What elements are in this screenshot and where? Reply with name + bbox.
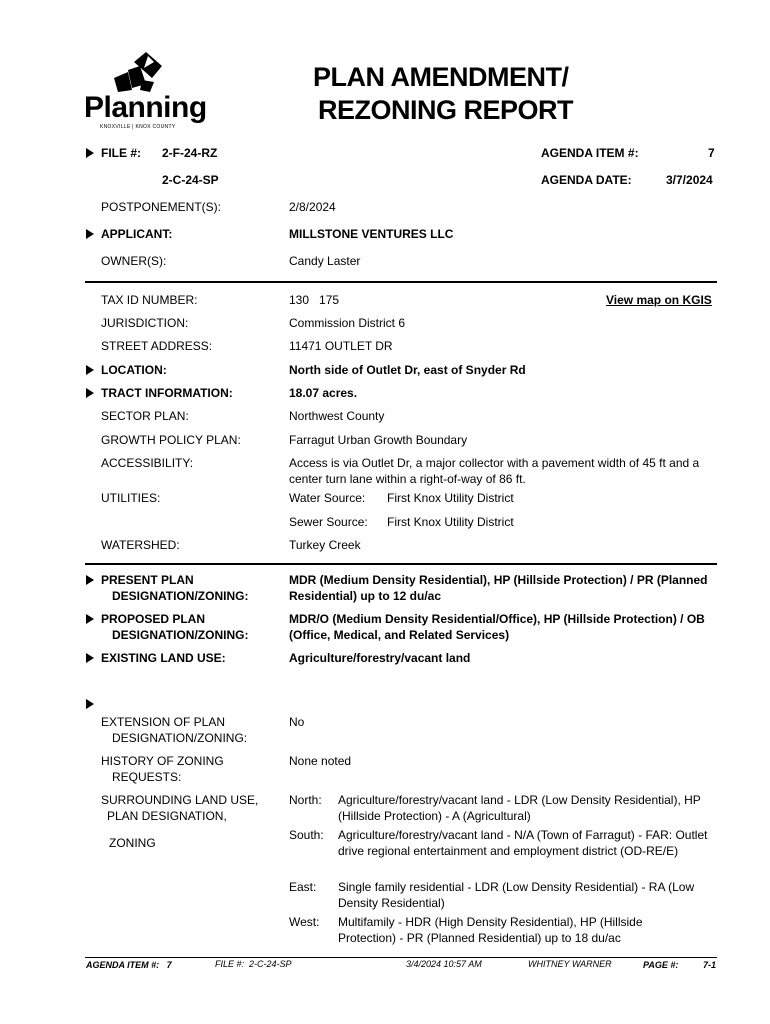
footer-divider	[85, 957, 717, 958]
history-value: None noted	[289, 754, 352, 768]
north-label: North:	[289, 793, 322, 807]
bullet-arrow-icon	[86, 699, 94, 709]
tax-id-value: 130 175	[289, 293, 340, 307]
planning-logo	[84, 48, 207, 132]
south-label: South:	[289, 828, 324, 842]
footer-page-number: 7-1	[703, 960, 717, 970]
tract-label: TRACT INFORMATION:	[101, 386, 233, 400]
surrounding-label-line2: PLAN DESIGNATION,	[107, 809, 227, 823]
watershed-label: WATERSHED:	[101, 538, 180, 552]
owner-value: Candy Laster	[289, 254, 361, 268]
divider	[85, 281, 717, 283]
owner-label: OWNER(S):	[101, 254, 167, 268]
water-source-value: First Knox Utility District	[387, 491, 514, 505]
existing-land-use-label: EXISTING LAND USE:	[101, 651, 226, 665]
history-label-line1: HISTORY OF ZONING	[101, 754, 224, 768]
file-number-2: 2-C-24-SP	[162, 173, 219, 187]
file-label: FILE #:	[101, 146, 142, 160]
street-address-value: 11471 OUTLET DR	[289, 339, 393, 353]
agenda-item-label: AGENDA ITEM #:	[541, 146, 639, 160]
agenda-date-value: 3/7/2024	[666, 173, 713, 187]
west-value: Multifamily - HDR (High Density Residential), HP (Hillside Protection) - PR (Planned Residential) up to 18 du/ac	[338, 915, 643, 945]
proposed-plan-label-line2: DESIGNATION/ZONING:	[112, 628, 249, 642]
agenda-item-value: 7	[708, 146, 715, 160]
jurisdiction-value: Commission District 6	[289, 316, 406, 330]
logo-wordmark: Planning	[84, 91, 207, 124]
growth-policy-value: Farragut Urban Growth Boundary	[289, 433, 468, 447]
report-title-line2: REZONING REPORT	[318, 95, 574, 125]
postponement-label: POSTPONEMENT(S):	[101, 200, 222, 214]
jurisdiction-label: JURISDICTION:	[101, 316, 189, 330]
north-value: Agriculture/forestry/vacant land - LDR (Low Density Residential), HP (Hillside Protection) - A (Agricultural)	[338, 793, 701, 823]
tax-id-label: TAX ID NUMBER:	[101, 293, 198, 307]
report-title-line1: PLAN AMENDMENT/	[313, 62, 569, 92]
kgis-map-link[interactable]: View map on KGIS	[606, 293, 712, 307]
east-label: East:	[289, 880, 317, 894]
extension-label-line1: EXTENSION OF PLAN	[101, 715, 226, 729]
utilities-label: UTILITIES:	[101, 491, 161, 505]
footer-file: FILE #: 2-C-24-SP	[215, 959, 292, 969]
present-plan-label-line1: PRESENT PLAN	[101, 573, 194, 587]
sewer-source-label: Sewer Source:	[289, 515, 368, 529]
applicant-value: MILLSTONE VENTURES LLC	[289, 227, 454, 241]
sewer-source-value: First Knox Utility District	[387, 515, 514, 529]
bullet-arrow-icon	[86, 575, 94, 585]
present-plan-value: MDR (Medium Density Residential), HP (Hillside Protection) / PR (Planned Residential) up to 12 du/ac	[289, 573, 708, 603]
south-value: Agriculture/forestry/vacant land - N/A (Town of Farragut) - FAR: Outlet drive regional entertainment and employment district (OD-RE/E)	[338, 828, 708, 858]
postponement-value: 2/8/2024	[289, 200, 336, 214]
street-address-label: STREET ADDRESS:	[101, 339, 213, 353]
bullet-arrow-icon	[86, 148, 94, 158]
footer-author: WHITNEY WARNER	[528, 959, 612, 969]
footer-agenda-item: AGENDA ITEM #: 7	[86, 960, 172, 970]
sector-plan-label: SECTOR PLAN:	[101, 409, 189, 423]
agenda-date-label: AGENDA DATE:	[541, 173, 632, 187]
footer-timestamp: 3/4/2024 10:57 AM	[406, 959, 482, 969]
surrounding-label-line1: SURROUNDING LAND USE,	[101, 793, 259, 807]
proposed-plan-value: MDR/O (Medium Density Residential/Office), HP (Hillside Protection) / OB (Office, Medical, and Related Services)	[289, 612, 705, 642]
east-value: Single family residential - LDR (Low Density Residential) - RA (Low Density Residential)	[338, 880, 695, 910]
file-number-1: 2-F-24-RZ	[162, 146, 218, 160]
growth-policy-label: GROWTH POLICY PLAN:	[101, 433, 241, 447]
location-value: North side of Outlet Dr, east of Snyder Rd	[289, 363, 526, 377]
sector-plan-value: Northwest County	[289, 409, 385, 423]
location-label: LOCATION:	[101, 363, 167, 377]
watershed-value: Turkey Creek	[289, 538, 361, 552]
present-plan-label-line2: DESIGNATION/ZONING:	[112, 589, 249, 603]
accessibility-value: Access is via Outlet Dr, a major collector with a pavement width of 45 ft and a center turn lane within a right-of-way of 86 ft.	[289, 456, 700, 486]
applicant-label: APPLICANT:	[101, 227, 173, 241]
bullet-arrow-icon	[86, 229, 94, 239]
divider	[85, 563, 717, 565]
bullet-arrow-icon	[86, 365, 94, 375]
west-label: West:	[289, 915, 320, 929]
existing-land-use-value: Agriculture/forestry/vacant land	[289, 651, 471, 665]
extension-label-line2: DESIGNATION/ZONING:	[112, 731, 248, 745]
proposed-plan-label-line1: PROPOSED PLAN	[101, 612, 206, 626]
bullet-arrow-icon	[86, 653, 94, 663]
water-source-label: Water Source:	[289, 491, 366, 505]
accessibility-label: ACCESSIBILITY:	[101, 456, 194, 470]
extension-value: No	[289, 715, 305, 729]
surrounding-label-line3: ZONING	[109, 836, 156, 850]
tract-value: 18.07 acres.	[289, 386, 358, 400]
bullet-arrow-icon	[86, 614, 94, 624]
logo-subtext: KNOXVILLE | KNOX COUNTY	[100, 124, 176, 130]
history-label-line2: REQUESTS:	[112, 770, 182, 784]
footer-page-label: PAGE #:	[643, 960, 679, 970]
bullet-arrow-icon	[86, 388, 94, 398]
